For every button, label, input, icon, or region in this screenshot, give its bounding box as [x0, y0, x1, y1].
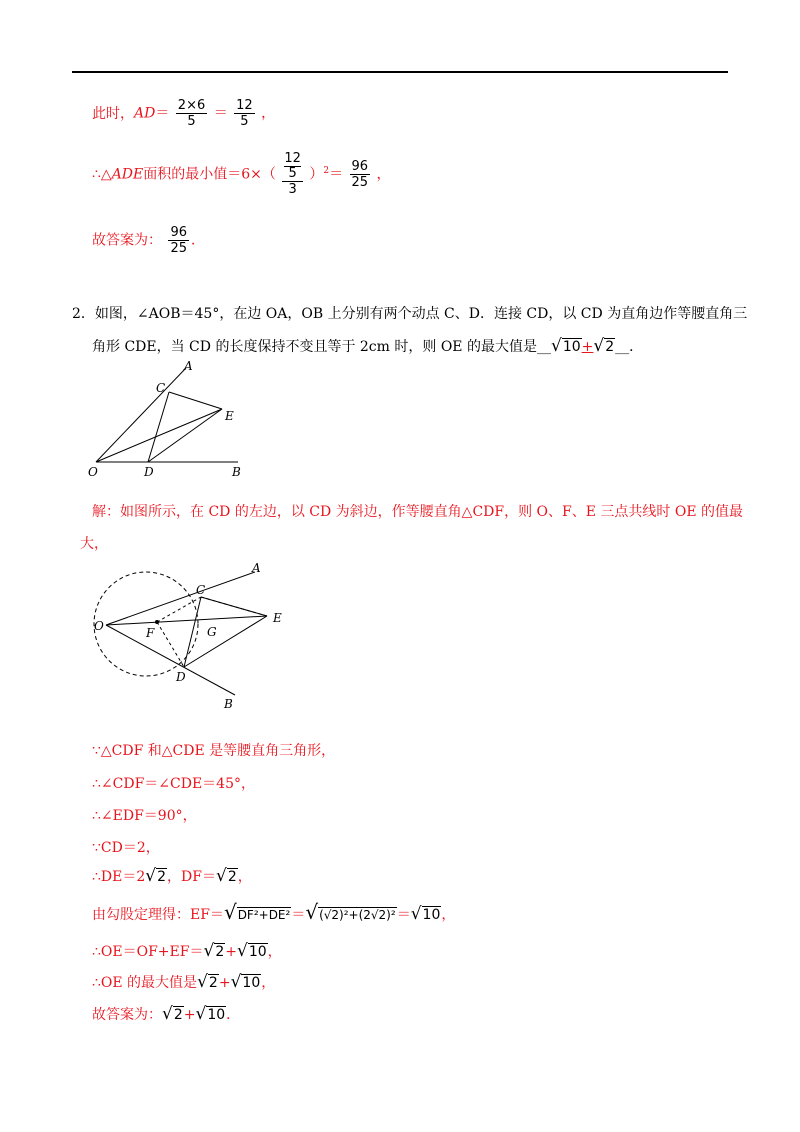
radicand: 10 — [248, 944, 267, 960]
radical-sign: √ — [215, 866, 227, 886]
sqrt-df-de — [224, 902, 291, 925]
frac-den: 25 — [170, 241, 187, 256]
min-area-line — [92, 152, 391, 197]
label-o: O — [94, 619, 104, 633]
step-1: ∵△CDF 和△CDE 是等腰直角三角形， — [92, 743, 336, 759]
sol-line1: 解：如图所示，在 CD 的左边，以 CD 为斜边，作等腰直角△CDF，则 O、F、E 三点共线时 OE 的值最 — [92, 504, 743, 520]
radical-sign: √ — [305, 900, 319, 924]
radical-sign: √ — [162, 1004, 173, 1024]
radical-sign: √ — [203, 941, 215, 961]
plus: + — [183, 1007, 196, 1023]
frac-answer — [168, 225, 189, 256]
min-sup: 2 — [323, 165, 330, 176]
sqrt-10 — [196, 1004, 227, 1025]
s6-eq: ＝ — [291, 907, 306, 923]
compound-fraction — [282, 152, 303, 197]
s9-pre: 故答案为： — [92, 1007, 162, 1023]
ad-prefix: 此时， — [92, 105, 134, 122]
label-o: O — [88, 465, 98, 479]
radicand: 10 — [422, 907, 441, 923]
seg-ce — [201, 597, 267, 616]
radicand: 2 — [208, 975, 218, 991]
point-f — [155, 620, 159, 624]
cf-num: 12 — [284, 151, 301, 166]
label-c: C — [196, 583, 206, 597]
step-5 — [92, 866, 252, 887]
figure-2 — [90, 560, 300, 720]
sqrt-expression — [305, 902, 396, 925]
step-3: ∴∠EDF＝90°， — [92, 808, 197, 824]
radicand: 10 — [242, 975, 261, 991]
radical-sign: √ — [230, 972, 242, 992]
sqrt-10 — [411, 904, 442, 925]
frac-num: 96 — [351, 159, 369, 174]
radical-sign: √ — [410, 904, 422, 924]
radicand: 2 — [157, 869, 167, 885]
step-9 — [92, 1004, 240, 1025]
radical-sign: √ — [197, 972, 208, 992]
frac-num: 2×6 — [177, 98, 206, 113]
s7-pre: ∴OE＝OF+EF＝ — [92, 944, 204, 960]
radicand: 10 — [207, 1007, 226, 1023]
label-c: C — [156, 381, 166, 395]
s8-end: ， — [261, 975, 276, 991]
s6-eq2: ＝ — [396, 907, 411, 923]
frac-96-over-25 — [350, 159, 371, 190]
label-a: A — [252, 561, 261, 575]
radicand: 2 — [227, 869, 237, 885]
radical-sign: √ — [195, 1004, 207, 1024]
label-d: D — [144, 465, 154, 479]
seg-de — [184, 616, 267, 667]
blank-pre: __ — [536, 339, 551, 355]
frac-den: 5 — [240, 114, 249, 129]
min-end: ， — [376, 166, 391, 183]
frac-num: 12 — [236, 98, 253, 113]
q2-line2-text: 角形 CDE，当 CD 的长度保持不变且等于 2cm 时，则 OE 的最大值是 — [92, 339, 537, 355]
sqrt-2 — [145, 866, 167, 887]
q2-line1: 2．如图，∠AOB＝45°，在边 OA，OB 上分别有两个动点 C、D．连接 CD，以 CD 为直角边作等腰直角三 — [72, 306, 748, 322]
frac-den: 25 — [351, 175, 369, 190]
cf-den: 3 — [288, 182, 297, 197]
step-6 — [92, 902, 455, 925]
header-rule — [72, 71, 728, 73]
label-g: G — [207, 625, 217, 639]
radicand: (√2)²+(2√2)² — [319, 908, 396, 922]
frac-2x6-over-5 — [176, 98, 207, 129]
label-f: F — [146, 626, 155, 640]
plus: + — [581, 339, 594, 355]
ad-eq: ＝ — [155, 105, 170, 122]
plus: + — [218, 975, 231, 991]
s5-pre: ∴DE＝2 — [92, 869, 146, 885]
cf-mid: 5 — [284, 166, 301, 181]
label-b: B — [232, 465, 241, 479]
q2-line2 — [92, 336, 643, 357]
sqrt-10 — [237, 941, 268, 962]
label-d: D — [176, 670, 186, 684]
radicand: 2 — [215, 944, 225, 960]
s5-end: ， — [237, 869, 252, 885]
radicand: DF²+DE² — [237, 908, 291, 922]
ad-var: AD — [134, 105, 156, 122]
sqrt-2 — [162, 1004, 184, 1025]
seg-oe — [106, 616, 267, 625]
label-b: B — [224, 697, 233, 711]
frac-12-over-5 — [234, 98, 255, 129]
ans-end: ． — [191, 232, 205, 249]
seg-cd — [184, 597, 201, 667]
frac-num: 96 — [170, 225, 187, 240]
ans-prefix: 故答案为： — [92, 232, 162, 249]
step-7 — [92, 941, 282, 962]
step-2: ∴∠CDF＝∠CDE＝45°， — [92, 776, 255, 792]
min-text: 面积的最小值＝6×（ — [143, 166, 276, 183]
radicand: 2 — [605, 339, 615, 355]
ad-line — [92, 98, 275, 129]
s7-end: ， — [267, 944, 282, 960]
sqrt-2 — [203, 941, 225, 962]
label-e: E — [273, 611, 282, 625]
q2-end: ． — [629, 339, 644, 355]
sqrt-2 — [216, 866, 238, 887]
sqrt-10 — [231, 972, 262, 993]
radical-sign: √ — [223, 900, 237, 924]
min-close: ） — [309, 166, 324, 183]
min-eq: ＝ — [329, 166, 344, 183]
seg-fc — [157, 597, 201, 622]
plus: + — [225, 944, 237, 960]
min-prefix: ∴△ — [92, 166, 112, 183]
s6-end: ， — [441, 907, 456, 923]
seg-cd — [148, 392, 169, 462]
frac-den: 5 — [187, 114, 196, 129]
step-4: ∵CD＝2， — [92, 840, 160, 856]
ad-eq2: ＝ — [213, 105, 228, 122]
q2-answer — [550, 336, 615, 356]
s9-end: ． — [226, 1007, 241, 1023]
radical-sign: √ — [550, 336, 562, 356]
min-var: ADE — [111, 166, 144, 183]
radical-sign: √ — [236, 941, 248, 961]
ad-end: ， — [261, 105, 276, 122]
radicand: 10 — [562, 339, 581, 355]
sol-line2: 大， — [80, 536, 108, 552]
cf-top — [282, 152, 303, 182]
label-e: E — [225, 409, 234, 423]
s5-mid: ，DF＝ — [167, 869, 216, 885]
ray-oa — [106, 572, 255, 625]
radical-sign: √ — [145, 866, 157, 886]
seg-ce — [169, 392, 222, 409]
radical-sign: √ — [593, 336, 605, 356]
radicand: 2 — [173, 1007, 183, 1023]
sqrt-2 — [593, 336, 615, 357]
figure-1 — [86, 360, 256, 480]
prev-answer-line — [92, 225, 205, 256]
sqrt-10 — [551, 336, 582, 357]
s8-pre: ∴OE 的最大值是 — [92, 975, 198, 991]
ray-oa — [96, 368, 186, 462]
sqrt-2 — [197, 972, 219, 993]
step-8 — [92, 972, 275, 993]
s6-pre: 由勾股定理得：EF＝ — [92, 907, 224, 923]
blank-post: __ — [615, 339, 630, 355]
label-a: A — [184, 360, 193, 373]
